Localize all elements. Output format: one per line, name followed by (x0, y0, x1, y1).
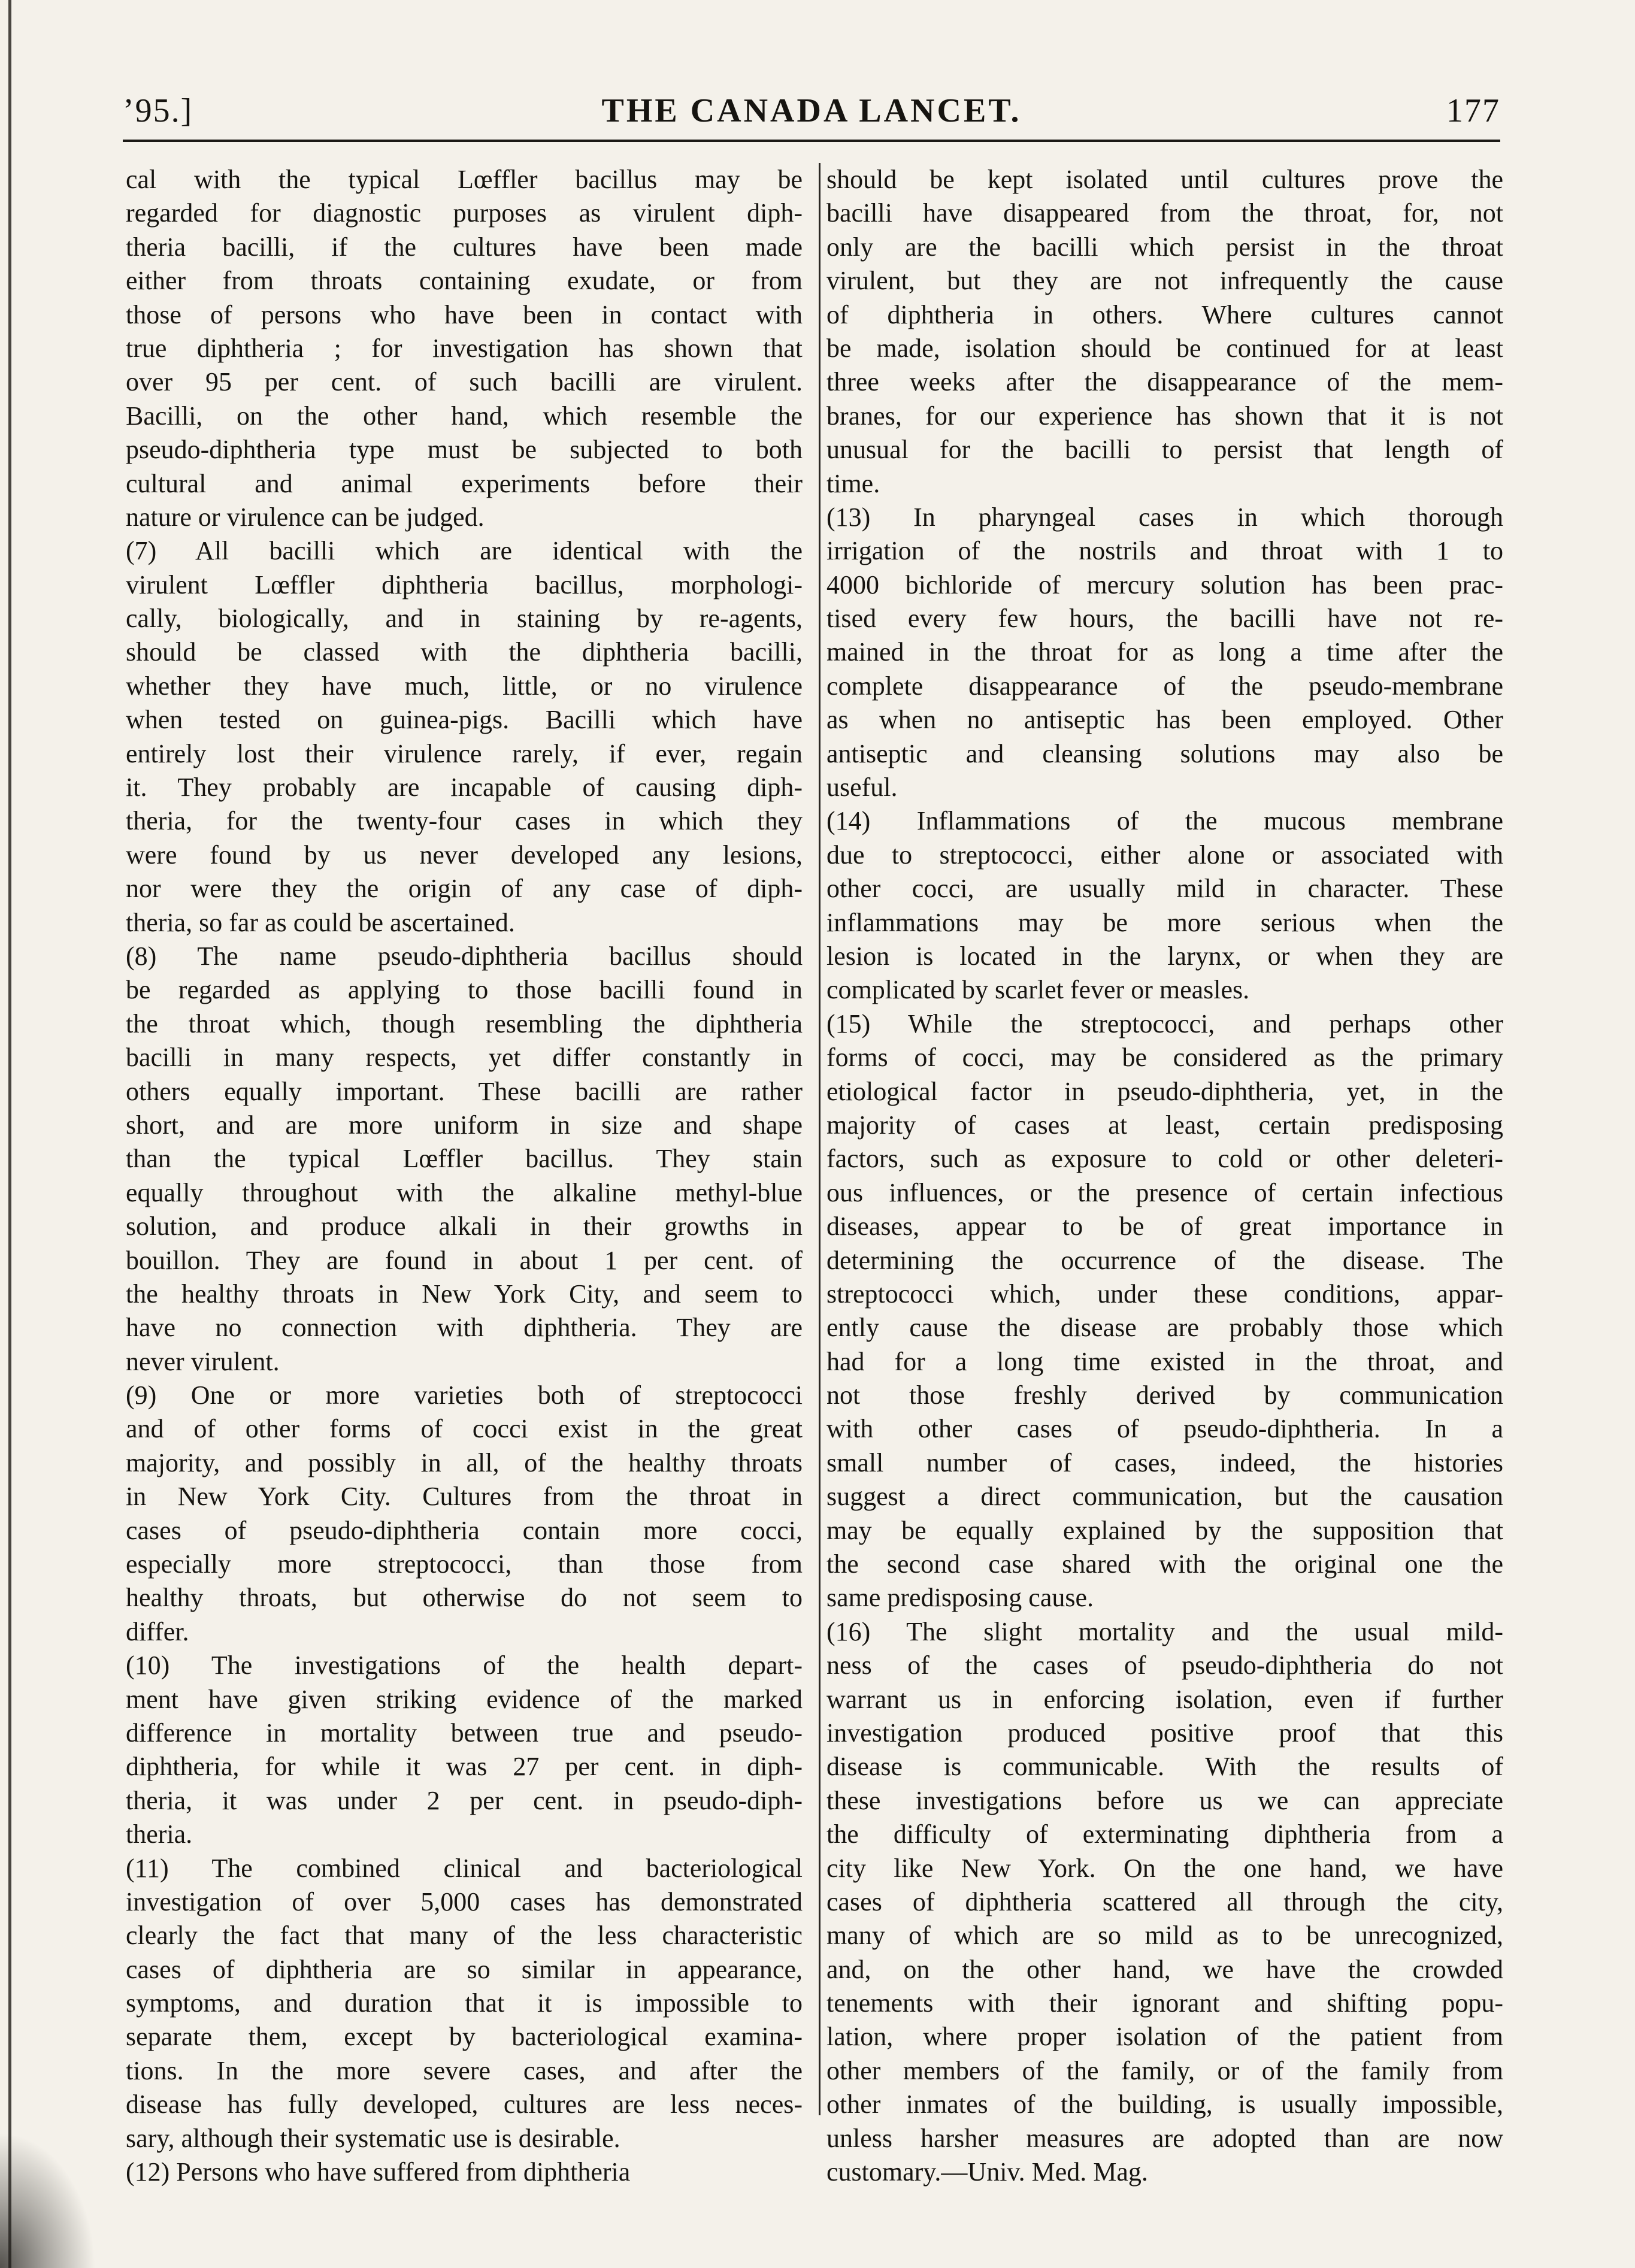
text-line: lation, where proper isolation of the patient from (826, 2022, 1503, 2052)
text-line: regarded for diagnostic purposes as virulent diph- (126, 198, 803, 228)
binding-edge (8, 0, 11, 2268)
text-line: cal with the typical Lœffler bacillus may be (126, 165, 803, 194)
text-line: (9) One or more varieties both of streptococci (126, 1380, 803, 1410)
column-divider (819, 163, 820, 2115)
text-line: theria, for the twenty-four cases in which they (126, 806, 803, 836)
text-line: (14) Inflammations of the mucous membrane (826, 806, 1503, 836)
text-line: (15) While the streptococci, and perhaps other (826, 1009, 1503, 1038)
text-line: other cocci, are usually mild in character. These (826, 874, 1503, 904)
text-line: be made, isolation should be continued for at least (826, 333, 1503, 363)
text-line: factors, such as exposure to cold or other deleteri- (826, 1144, 1503, 1174)
text-line: three weeks after the disappearance of the mem- (826, 367, 1503, 397)
header-rule (123, 140, 1500, 142)
text-line: same predisposing cause. (826, 1583, 1094, 1613)
text-line: customary.—Univ. Med. Mag. (826, 2157, 1148, 2187)
issue-year: ’95.] (123, 92, 193, 129)
text-line: unless harsher measures are adopted than are now (826, 2123, 1503, 2153)
text-line: should be classed with the diphtheria bacilli, (126, 637, 803, 667)
text-line: when tested on guinea-pigs. Bacilli which have (126, 705, 803, 735)
text-line: with other cases of pseudo-diphtheria. In a (826, 1414, 1503, 1444)
text-line: differ. (126, 1616, 189, 1646)
text-line: determining the occurrence of the disease. The (826, 1245, 1503, 1275)
text-line: warrant us in enforcing isolation, even if further (826, 1684, 1503, 1714)
text-line: lesion is located in the larynx, or when they are (826, 941, 1503, 971)
text-line: inflammations may be more serious when the (826, 907, 1503, 937)
text-line: antiseptic and cleansing solutions may also be (826, 738, 1503, 768)
text-line: disease is communicable. With the results of (826, 1752, 1503, 1782)
text-line: nor were they the origin of any case of diph- (126, 874, 803, 904)
text-line: bacilli in many respects, yet differ constantly in (126, 1043, 803, 1073)
text-line: (8) The name pseudo-diphtheria bacillus should (126, 941, 803, 971)
text-line: the difficulty of exterminating diphtheria from a (826, 1819, 1503, 1849)
text-line: healthy throats, but otherwise do not seem to (126, 1583, 803, 1613)
text-line: were found by us never developed any lesions, (126, 840, 803, 870)
text-line: useful. (826, 773, 898, 803)
text-line: not those freshly derived by communication (826, 1380, 1503, 1410)
text-line: city like New York. On the one hand, we have (826, 1853, 1503, 1883)
text-line: (11) The combined clinical and bacteriological (126, 1853, 803, 1883)
text-line: ment have given striking evidence of the marked (126, 1684, 803, 1714)
text-line: symptoms, and duration that it is impossible to (126, 1988, 803, 2018)
text-line: cases of diphtheria are so similar in appearance, (126, 1954, 803, 1984)
text-line: (13) In pharyngeal cases in which thorough (826, 502, 1503, 532)
text-line: small number of cases, indeed, the histories (826, 1448, 1503, 1477)
text-line: never virulent. (126, 1346, 280, 1376)
text-line: bouillon. They are found in about 1 per cent. of (126, 1245, 803, 1275)
text-line: others equally important. These bacilli are rather (126, 1076, 803, 1106)
text-line: be regarded as applying to those bacilli found in (126, 975, 803, 1005)
text-line: 4000 bichloride of mercury solution has been prac- (826, 570, 1503, 599)
text-line: and, on the other hand, we have the crowded (826, 1954, 1503, 1984)
text-line: the second case shared with the original one the (826, 1549, 1503, 1579)
text-line: branes, for our experience has shown that it is not (826, 401, 1503, 431)
text-line: disease has fully developed, cultures are less neces- (126, 2090, 803, 2119)
text-line: equally throughout with the alkaline methyl-blue (126, 1177, 803, 1207)
text-line: separate them, except by bacteriological examina- (126, 2022, 803, 2052)
text-line: theria, it was under 2 per cent. in pseudo-diph- (126, 1785, 803, 1815)
text-line: due to streptococci, either alone or associated with (826, 840, 1503, 870)
text-line: it. They probably are incapable of causing diph- (126, 773, 803, 803)
text-line: cases of diphtheria scattered all through the city, (826, 1887, 1503, 1916)
journal-title: THE CANADA LANCET. (601, 92, 1022, 129)
text-line: investigation of over 5,000 cases has demonstrated (126, 1887, 803, 1916)
text-line: cultural and animal experiments before their (126, 468, 803, 498)
text-line: as when no antiseptic has been employed. Other (826, 705, 1503, 735)
text-line: ness of the cases of pseudo-diphtheria do not (826, 1651, 1503, 1680)
text-line: especially more streptococci, than those from (126, 1549, 803, 1579)
text-line: over 95 per cent. of such bacilli are virulent. (126, 367, 803, 397)
text-line: theria, so far as could be ascertained. (126, 907, 515, 937)
text-line: whether they have much, little, or no virulence (126, 671, 803, 701)
text-line: theria bacilli, if the cultures have been made (126, 232, 803, 262)
text-line: solution, and produce alkali in their growths in (126, 1212, 803, 1242)
text-line: (16) The slight mortality and the usual mild- (826, 1616, 1503, 1646)
text-line: majority, and possibly in all, of the healthy throats (126, 1448, 803, 1477)
running-header (123, 90, 1500, 138)
text-line: short, and are more uniform in size and shape (126, 1110, 803, 1140)
text-line: diseases, appear to be of great importance in (826, 1212, 1503, 1242)
text-line: other inmates of the building, is usually impossible, (826, 2090, 1503, 2119)
text-line: forms of cocci, may be considered as the primary (826, 1043, 1503, 1073)
text-line: these investigations before us we can appreciate (826, 1785, 1503, 1815)
text-line: true diphtheria ; for investigation has shown that (126, 333, 803, 363)
text-line: of diphtheria in others. Where cultures cannot (826, 299, 1503, 329)
text-line: many of which are so mild as to be unrecognized, (826, 1921, 1503, 1951)
page-number: 177 (1446, 92, 1500, 129)
text-line: sary, although their systematic use is desirable. (126, 2123, 620, 2153)
text-line: tions. In the more severe cases, and after the (126, 2055, 803, 2085)
text-line: and of other forms of cocci exist in the great (126, 1414, 803, 1444)
text-line: ous influences, or the presence of certain infectious (826, 1177, 1503, 1207)
text-line: theria. (126, 1819, 193, 1849)
text-line: in New York City. Cultures from the throat in (126, 1482, 803, 1512)
text-line: unusual for the bacilli to persist that length of (826, 435, 1503, 465)
text-line: clearly the fact that many of the less characteristic (126, 1921, 803, 1951)
text-line: majority of cases at least, certain predisposing (826, 1110, 1503, 1140)
text-line: investigation produced positive proof that this (826, 1718, 1503, 1748)
text-line: (12) Persons who have suffered from diphtheria (126, 2157, 631, 2187)
text-line: than the typical Lœffler bacillus. They stain (126, 1144, 803, 1174)
text-line: entirely lost their virulence rarely, if ever, regain (126, 738, 803, 768)
text-line: complete disappearance of the pseudo-membrane (826, 671, 1503, 701)
text-line: the throat which, though resembling the diphtheria (126, 1009, 803, 1038)
text-line: either from throats containing exudate, or from (126, 266, 803, 296)
text-line: cases of pseudo-diphtheria contain more cocci, (126, 1515, 803, 1545)
text-line: irrigation of the nostrils and throat with 1 to (826, 536, 1503, 566)
text-line: etiological factor in pseudo-diphtheria, yet, in the (826, 1076, 1503, 1106)
text-line: ently cause the disease are probably those which (826, 1313, 1503, 1343)
text-line: bacilli have disappeared from the throat, for, not (826, 198, 1503, 228)
text-line: Bacilli, on the other hand, which resemble the (126, 401, 803, 431)
text-line: diphtheria, for while it was 27 per cent. in diph- (126, 1752, 803, 1782)
text-line: (10) The investigations of the health depart- (126, 1651, 803, 1680)
text-line: pseudo-diphtheria type must be subjected to both (126, 435, 803, 465)
text-line: had for a long time existed in the throat, and (826, 1346, 1503, 1376)
text-line: other members of the family, or of the family from (826, 2055, 1503, 2085)
text-line: streptococci which, under these conditions, appar- (826, 1279, 1503, 1309)
left-column (126, 163, 803, 2189)
text-line: should be kept isolated until cultures prove the (826, 165, 1503, 194)
right-column (826, 163, 1503, 2189)
text-line: tenements with their ignorant and shifting popu- (826, 1988, 1503, 2018)
text-line: suggest a direct communication, but the causation (826, 1482, 1503, 1512)
text-line: mained in the throat for as long a time after the (826, 637, 1503, 667)
text-line: time. (826, 468, 880, 498)
text-line: cally, biologically, and in staining by re-agents, (126, 604, 803, 634)
corner-stain (0, 2132, 96, 2268)
text-line: have no connection with diphtheria. They are (126, 1313, 803, 1343)
text-line: only are the bacilli which persist in the throat (826, 232, 1503, 262)
text-line: tised every few hours, the bacilli have not re- (826, 604, 1503, 634)
text-line: may be equally explained by the supposition that (826, 1515, 1503, 1545)
text-line: nature or virulence can be judged. (126, 502, 485, 532)
text-line: complicated by scarlet fever or measles. (826, 975, 1250, 1005)
text-line: difference in mortality between true and pseudo- (126, 1718, 803, 1748)
text-line: (7) All bacilli which are identical with the (126, 536, 803, 566)
text-line: those of persons who have been in contact with (126, 299, 803, 329)
text-line: the healthy throats in New York City, and seem to (126, 1279, 803, 1309)
text-line: virulent, but they are not infrequently the cause (826, 266, 1503, 296)
text-line: virulent Lœffler diphtheria bacillus, morphologi- (126, 570, 803, 599)
